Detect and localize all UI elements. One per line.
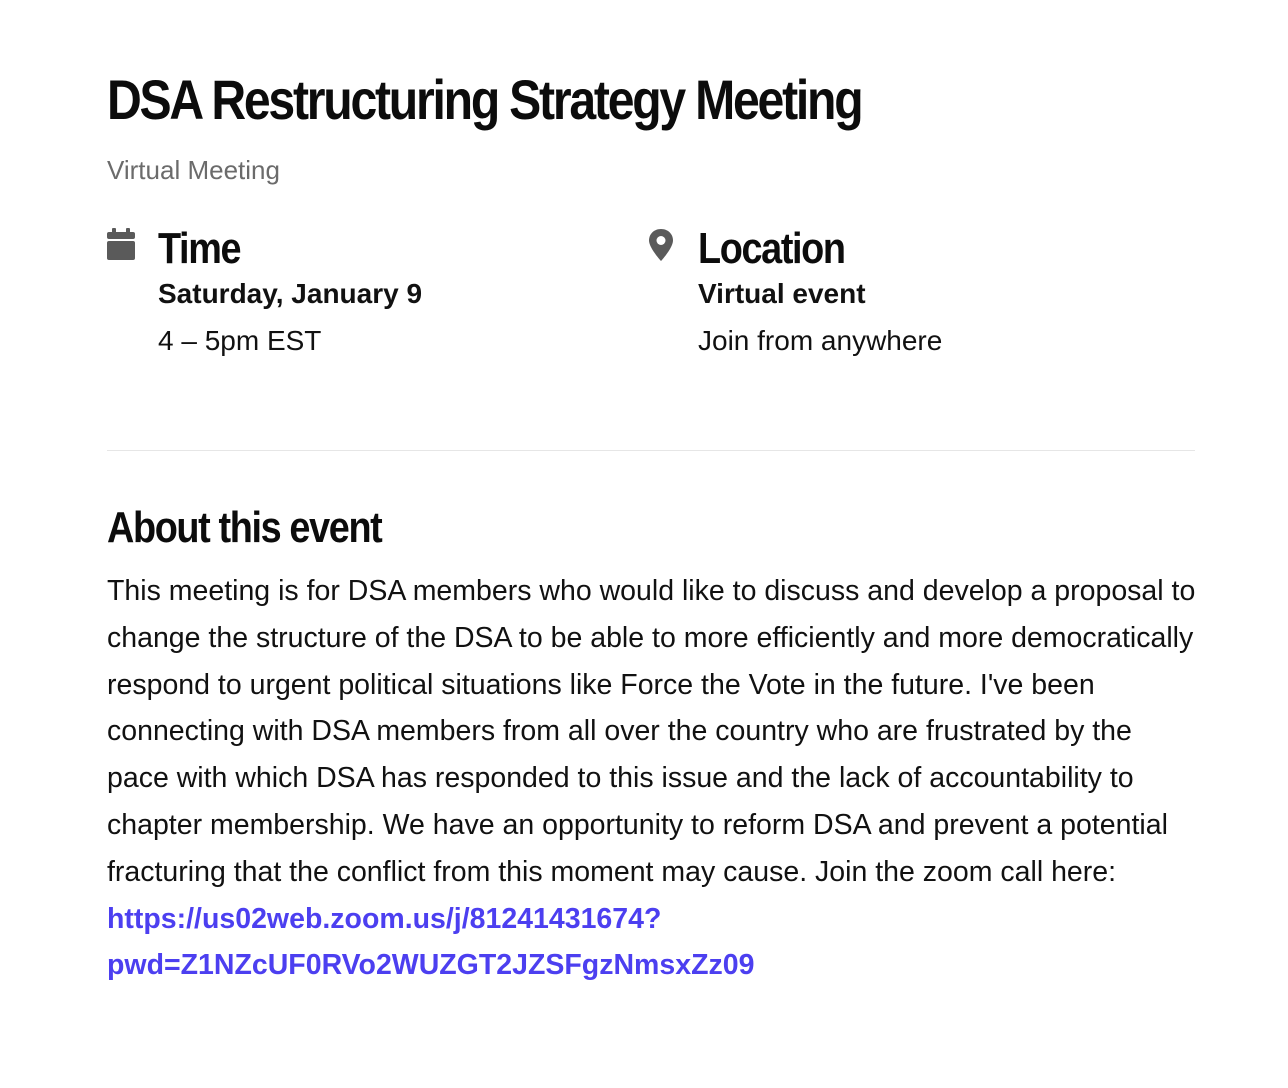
event-page <box>107 66 1196 982</box>
event-details <box>107 224 1195 366</box>
about-heading: About this event <box>107 503 382 552</box>
event-subtitle: Virtual Meeting <box>107 155 280 185</box>
location-text <box>698 224 942 359</box>
time-text <box>158 224 422 359</box>
map-pin-icon <box>647 228 675 262</box>
zoom-link[interactable] <box>107 896 1199 990</box>
location-detail: Join from anywhere <box>698 325 943 356</box>
location-name: Virtual event <box>698 278 866 309</box>
about-body <box>107 568 1199 989</box>
section-divider <box>107 450 1195 451</box>
event-date: Saturday, January 9 <box>158 278 423 309</box>
event-title: DSA Restructuring Strategy Meeting <box>107 68 862 131</box>
zoom-link-line-2: pwd=Z1NZcUF0RVo2WUZGT2JZSFgzNmsxZz09 <box>107 949 755 982</box>
zoom-link-line-1: https://us02web.zoom.us/j/81241431674? <box>107 902 662 935</box>
about-description: This meeting is for DSA members who would like to discuss and develop a proposal to change the structure of the DSA to be able to more efficiently and more democratically respond to urgent political situations like Force the Vote in the future. I've been connecting with DSA members from all over the country who are frustrated by the pace with which DSA has responded to this issue and the lack of accountability to chapter membership. We have an opportunity to reform DSA and prevent a potential fracturing that the conflict from this moment may cause. Join the zoom call here: <box>107 575 1196 888</box>
calendar-icon <box>107 228 135 262</box>
about-section <box>107 502 1199 989</box>
event-hours: 4 – 5pm EST <box>158 325 322 356</box>
location-heading: Location <box>698 224 845 273</box>
time-heading: Time <box>158 224 241 273</box>
